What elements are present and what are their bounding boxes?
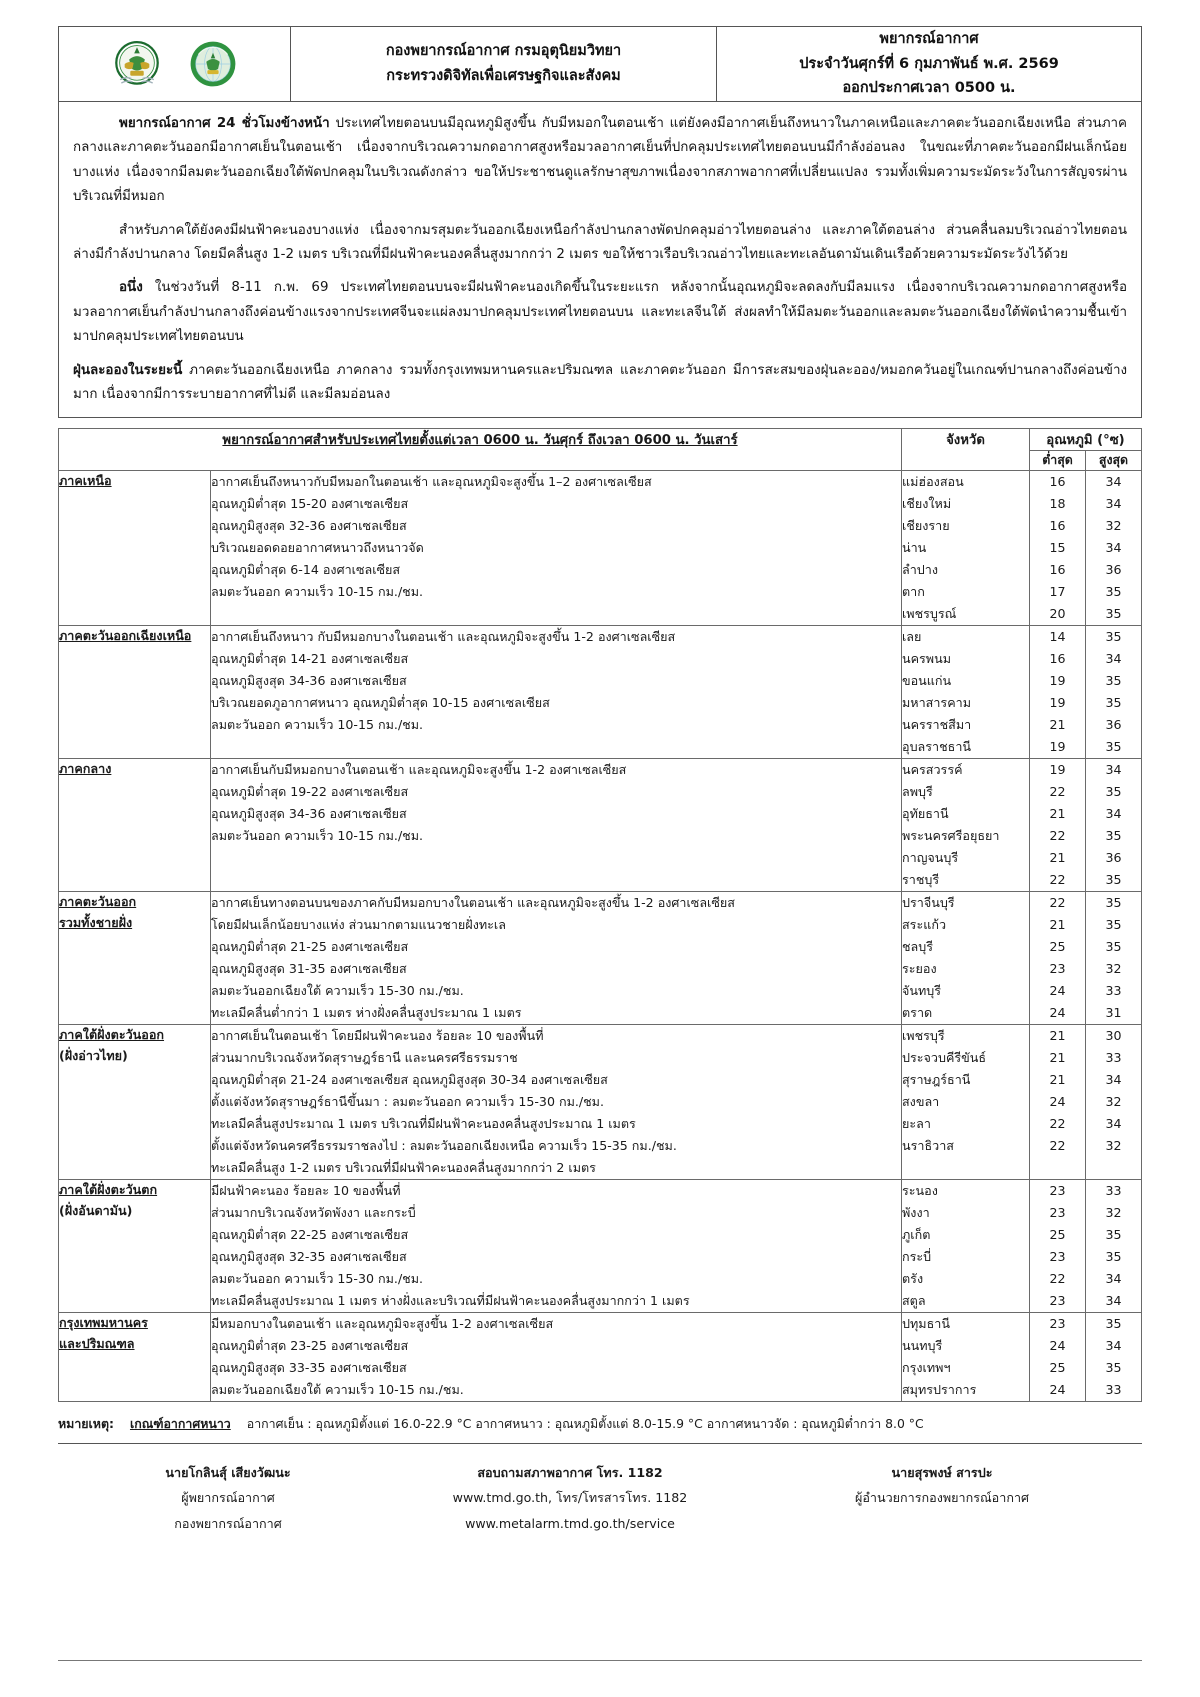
province-cell (902, 471, 1030, 626)
temperature-min-value: 19 (1049, 762, 1066, 778)
temperature-min-value: 22 (1049, 828, 1066, 844)
region-description-cell (211, 759, 902, 892)
temperature-max-value: 35 (1105, 1360, 1122, 1376)
temperature-max-value: 35 (1105, 1227, 1122, 1243)
paragraph-south-body: สำหรับภาคใต้ยังคงมีฝนฟ้าคะนองบางแห่ง เนื่องจากมรสุมตะวันออกเฉียงเหนือกำลังปานกลางพัดปกคลุมอ่าวไทยตอนล่าง และภาคใต้ตอนล่าง ส่วนคลื่นลมบริเวณอ่าวไทยตอนล่างมีกำลังปานกลาง โดยมีคลื่นสูง 1-2 เมตร บริเวณที่มีฝนฟ้าคะนองคลื่นสูงมากกว่า 2 เมตร ขอให้ชาวเรือบริเวณอ่าวไทยและทะเลอันดามันเดินเรือด้วยความระมัดระวังไว้ด้วย (73, 222, 1127, 262)
table-row (59, 1313, 1142, 1402)
temperature-min-value: 16 (1049, 651, 1066, 667)
header-issue-block (717, 27, 1141, 101)
header-department (291, 27, 717, 101)
temperature-max-value: 35 (1105, 739, 1122, 755)
temperature-max-value: 35 (1105, 673, 1122, 689)
temperature-min-cell (1030, 1025, 1086, 1180)
temperature-max-cell (1086, 1025, 1142, 1180)
description-line: อากาศเย็นทางตอนบนของภาคกับมีหมอกบางในตอนเช้า และอุณหภูมิจะสูงขึ้น 1-2 องศาเซลเซียส (211, 895, 735, 911)
province-name: ตราด (902, 1005, 933, 1021)
description-line: อุณหภูมิต่ำสุด 21-25 องศาเซลเซียส (211, 939, 409, 955)
temperature-max-value: 34 (1105, 762, 1122, 778)
temperature-min-value: 15 (1049, 540, 1066, 556)
temperature-max-value: 35 (1105, 629, 1122, 645)
province-name: สงขลา (902, 1094, 940, 1110)
province-name: ขอนแก่น (902, 673, 952, 689)
province-name: สตูล (902, 1293, 926, 1309)
temperature-min-value: 19 (1049, 695, 1066, 711)
province-cell (902, 626, 1030, 759)
temperature-min-value (1030, 1157, 1085, 1179)
region-description-cell (211, 471, 902, 626)
paragraph-dust-lead: ฝุ่นละอองในระยะนี้ (73, 362, 183, 378)
signature-line: ผู้พยากรณ์อากาศ (181, 1490, 275, 1506)
description-line: ลมตะวันออกเฉียงใต้ ความเร็ว 15-30 กม./ชม. (211, 983, 464, 999)
temperature-max-value: 35 (1105, 1316, 1122, 1332)
temperature-max-value: 33 (1105, 1382, 1122, 1398)
temperature-max-value: 34 (1105, 1271, 1122, 1287)
garuda-tmd-emblem-icon (109, 36, 165, 92)
province-name: น่าน (902, 540, 927, 556)
temperature-max-value: 34 (1105, 1338, 1122, 1354)
description-line: ลมตะวันออก ความเร็ว 10-15 กม./ชม. (211, 584, 424, 600)
temperature-max-value: 33 (1105, 1183, 1122, 1199)
province-name: นราธิวาส (902, 1138, 954, 1154)
temperature-max-value: 34 (1105, 474, 1122, 490)
temperature-max-value: 35 (1105, 828, 1122, 844)
temperature-min-value: 19 (1049, 739, 1066, 755)
province-name: แม่ฮ่องสอน (902, 474, 964, 490)
temperature-max-value: 35 (1105, 695, 1122, 711)
temperature-max-value: 34 (1105, 1072, 1122, 1088)
header-province: จังหวัด (902, 429, 1030, 471)
temperature-max-value: 34 (1105, 1293, 1122, 1309)
description-line: ตั้งแต่จังหวัดนครศรีธรรมราชลงไป : ลมตะวันออกเฉียงเหนือ ความเร็ว 15-35 กม./ชม. (211, 1138, 677, 1154)
description-line: ลมตะวันออก ความเร็ว 15-30 กม./ชม. (211, 1271, 424, 1287)
note-body: อากาศเย็น : อุณหภูมิตั้งแต่ 16.0-22.9 °C อากาศหนาว : อุณหภูมิตั้งแต่ 8.0-15.9 °C อากาศหนาวจัด : อุณหภูมิต่ำกว่า 8.0 °C (246, 1416, 924, 1432)
description-line (211, 847, 901, 869)
province-name: มหาสารคาม (902, 695, 971, 711)
description-line: อุณหภูมิสูงสุด 32-36 องศาเซลเซียส (211, 518, 407, 534)
province-name: เพชรบูรณ์ (902, 606, 957, 622)
temperature-min-value: 21 (1049, 806, 1066, 822)
province-name: นนทบุรี (902, 1338, 943, 1354)
table-row (59, 892, 1142, 1025)
signature-block (58, 1460, 1142, 1536)
province-cell (902, 1025, 1030, 1180)
province-name: กระบี่ (902, 1249, 932, 1265)
temperature-max-value: 36 (1105, 717, 1122, 733)
temperature-min-value: 25 (1049, 939, 1066, 955)
region-name-cell (59, 1313, 211, 1402)
province-name: กาญจนบุรี (902, 850, 959, 866)
temperature-max-value: 34 (1105, 1116, 1122, 1132)
temperature-max-value: 31 (1105, 1005, 1122, 1021)
temperature-max-value: 35 (1105, 584, 1122, 600)
temperature-min-value: 23 (1049, 1249, 1066, 1265)
temperature-min-value: 25 (1049, 1227, 1066, 1243)
province-name: ภูเก็ต (902, 1227, 931, 1243)
province-name (902, 1157, 1029, 1179)
description-line: อุณหภูมิต่ำสุด 19-22 องศาเซลเซียส (211, 784, 409, 800)
temperature-min-value: 16 (1049, 518, 1066, 534)
signature-line: กองพยากรณ์อากาศ (174, 1515, 282, 1531)
temperature-min-value: 17 (1049, 584, 1066, 600)
temperature-max-value: 32 (1105, 961, 1122, 977)
region-description-cell (211, 1180, 902, 1313)
signature-line: นายสุรพงษ์ สารปะ (891, 1465, 993, 1481)
footer-divider (58, 1660, 1142, 1661)
region-name-line: ภาคตะวันออก (59, 894, 137, 910)
region-name-line: และปริมณฑล (59, 1335, 135, 1351)
header-logos (59, 27, 291, 101)
temperature-max-value: 35 (1105, 606, 1122, 622)
province-name: ระยอง (902, 961, 937, 977)
province-name: เพชรบุรี (902, 1028, 945, 1044)
table-row (59, 471, 1142, 626)
table-header-row-1 (59, 429, 1142, 451)
temperature-min-cell (1030, 1313, 1086, 1402)
paragraph-outlook-lead: อนึ่ง (119, 280, 143, 296)
description-line: อุณหภูมิต่ำสุด 22-25 องศาเซลเซียส (211, 1227, 409, 1243)
table-row (59, 759, 1142, 892)
description-line: ส่วนมากบริเวณจังหวัดพังงา และกระบี่ (211, 1205, 416, 1221)
signature-line: นายโกลินสุ์ เสียงวัฒนะ (165, 1465, 291, 1481)
description-line (211, 603, 901, 625)
issue-title: พยากรณ์อากาศ (879, 31, 979, 48)
temperature-min-value: 21 (1049, 850, 1066, 866)
temperature-min-value: 24 (1049, 1005, 1066, 1021)
temperature-min-value: 25 (1049, 1360, 1066, 1376)
province-name: นครสวรรค์ (902, 762, 963, 778)
temperature-min-value: 24 (1049, 1382, 1066, 1398)
description-line: ทะเลมีคลื่นสูงประมาณ 1 เมตร ห่างฝั่งและบริเวณที่มีฝนฟ้าคะนองคลื่นสูงมากกว่า 1 เมตร (211, 1293, 690, 1309)
region-name-line: ภาคตะวันออกเฉียงเหนือ (59, 628, 192, 644)
description-line: อากาศเย็นกับมีหมอกบางในตอนเช้า และอุณหภูมิจะสูงขึ้น 1-2 องศาเซลเซียส (211, 762, 627, 778)
temperature-max-cell (1086, 626, 1142, 759)
signature-contact (398, 1460, 742, 1536)
province-name: ประจวบคีรีขันธ์ (902, 1050, 987, 1066)
province-name: ปทุมธานี (902, 1316, 950, 1332)
region-name-cell (59, 471, 211, 626)
signature-line: www.tmd.go.th, โทร/โทรสารโทร. 1182 (452, 1490, 688, 1506)
province-name: สระแก้ว (902, 917, 947, 933)
province-cell (902, 1180, 1030, 1313)
temperature-min-value: 21 (1049, 1050, 1066, 1066)
header-temperature: อุณหภูมิ (°ซ) (1030, 429, 1142, 451)
temperature-max-value: 35 (1105, 917, 1122, 933)
region-name-line: (ฝั่งอ่าวไทย) (59, 1047, 128, 1063)
temperature-min-value: 22 (1049, 895, 1066, 911)
province-name: พังงา (902, 1205, 930, 1221)
temperature-max-value: 35 (1105, 939, 1122, 955)
temperature-min-value: 19 (1049, 673, 1066, 689)
province-name: พระนครศรีอยุธยา (902, 828, 1000, 844)
temperature-max-value: 36 (1105, 850, 1122, 866)
province-cell (902, 1313, 1030, 1402)
temperature-max-value: 30 (1105, 1028, 1122, 1044)
province-name: ระนอง (902, 1183, 938, 1199)
region-name-line: ภาคเหนือ (59, 473, 112, 489)
paragraph-south (73, 219, 1127, 268)
description-line: อากาศเย็นถึงหนาวกับมีหมอกในตอนเช้า และอุณหภูมิจะสูงขึ้น 1–2 องศาเซลเซียส (211, 474, 652, 490)
header-temp-min: ต่ำสุด (1030, 451, 1086, 471)
region-name-line: กรุงเทพมหานคร (59, 1315, 148, 1331)
description-line: อากาศเย็นถึงหนาว กับมีหมอกบางในตอนเช้า และอุณหภูมิจะสูงขึ้น 1-2 องศาเซลเซียส (211, 629, 676, 645)
temperature-min-value: 22 (1049, 1138, 1066, 1154)
region-name-cell (59, 892, 211, 1025)
description-line: ตั้งแต่จังหวัดสุราษฎร์ธานีขึ้นมา : ลมตะวันออก ความเร็ว 15-30 กม./ชม. (211, 1094, 604, 1110)
description-line: ลมตะวันออกเฉียงใต้ ความเร็ว 10-15 กม./ชม. (211, 1382, 464, 1398)
paragraph-dust-body: ภาคตะวันออกเฉียงเหนือ ภาคกลาง รวมทั้งกรุงเทพมหานครและปริมณฑล และภาคตะวันออก มีการสะสมของฝุ่นละออง/หมอกควันอยู่ในเกณฑ์ปานกลางถึงค่อนข้างมาก เนื่องจากมีการระบายอากาศที่ไม่ดี และมีลมอ่อนลง (73, 362, 1127, 402)
temperature-min-cell (1030, 471, 1086, 626)
region-name-line: (ฝั่งอันดามัน) (59, 1202, 133, 1218)
temperature-min-value: 23 (1049, 1293, 1066, 1309)
description-line: ทะเลมีคลื่นต่ำกว่า 1 เมตร ห่างฝั่งคลื่นสูงประมาณ 1 เมตร (211, 1005, 522, 1021)
issue-time: ออกประกาศเวลา 0500 น. (842, 80, 1016, 97)
description-line (211, 869, 901, 891)
narrative-section (58, 102, 1142, 418)
note-row (58, 1414, 1142, 1444)
table-row (59, 626, 1142, 759)
description-line: อุณหภูมิต่ำสุด 6-14 องศาเซลเซียส (211, 562, 401, 578)
province-name: ลพบุรี (902, 784, 933, 800)
description-line: ลมตะวันออก ความเร็ว 10-15 กม./ชม. (211, 717, 424, 733)
temperature-max-value: 35 (1105, 872, 1122, 888)
region-description-cell (211, 1313, 902, 1402)
temperature-max-value: 34 (1105, 540, 1122, 556)
header-forecast-period: พยากรณ์อากาศสำหรับประเทศไทยตั้งแต่เวลา 0600 น. วันศุกร์ ถึงเวลา 0600 น. วันเสาร์ (59, 429, 902, 471)
temperature-max-value (1086, 1157, 1141, 1179)
temperature-min-value: 22 (1049, 872, 1066, 888)
document-header (58, 26, 1142, 102)
description-line: มีหมอกบางในตอนเช้า และอุณหภูมิจะสูงขึ้น 1-2 องศาเซลเซียส (211, 1316, 554, 1332)
description-line: บริเวณยอดดอยอากาศหนาวถึงหนาวจัด (211, 540, 424, 556)
region-name-cell (59, 1180, 211, 1313)
signature-line: สอบถามสภาพอากาศ โทร. 1182 (477, 1465, 663, 1481)
description-line: ลมตะวันออก ความเร็ว 10-15 กม./ชม. (211, 828, 424, 844)
temperature-min-value: 16 (1049, 474, 1066, 490)
temperature-min-value: 22 (1049, 1271, 1066, 1287)
province-name: ลำปาง (902, 562, 939, 578)
description-line: อุณหภูมิต่ำสุด 15-20 องศาเซลเซียส (211, 496, 409, 512)
temperature-max-value: 34 (1105, 496, 1122, 512)
temperature-max-value: 35 (1105, 784, 1122, 800)
paragraph-24h-body: ประเทศไทยตอนบนมีอุณหภูมิสูงขึ้น กับมีหมอกในตอนเช้า แต่ยังคงมีอากาศเย็นถึงหนาวในภาคเหนือและภาคตะวันออกเฉียงเหนือ ส่วนภาคกลางและภาคตะวันออกมีอากาศเย็นในตอนเช้า เนื่องจากบริเวณความกดอากาศสูงหรือมวลอากาศเย็นที่ปกคลุมประเทศไทยตอนบนมีกำลังอ่อนลง ในขณะที่ภาคตะวันออกมีฝนเล็กน้อยบางแห่ง เนื่องจากมีลมตะวันออกเฉียงใต้พัดปกคลุมในบริเวณดังกล่าว ขอให้ประชาชนดูแลรักษาสุขภาพเนื่องจากสภาพอากาศที่เปลี่ยนแปลง รวมทั้งเพิ่มความระมัดระวังในการสัญจรผ่านบริเวณที่มีหมอก (73, 116, 1127, 205)
temperature-min-value: 22 (1049, 784, 1066, 800)
province-cell (902, 892, 1030, 1025)
ministry-digital-economy-emblem-icon (185, 36, 241, 92)
description-line: ทะเลมีคลื่นสูงประมาณ 1 เมตร บริเวณที่มีฝนฟ้าคะนองคลื่นสูงประมาณ 1 เมตร (211, 1116, 636, 1132)
description-line: มีฝนฟ้าคะนอง ร้อยละ 10 ของพื้นที่ (211, 1183, 401, 1199)
note-label: หมายเหตุ: (58, 1416, 114, 1432)
description-line: อุณหภูมิต่ำสุด 14-21 องศาเซลเซียส (211, 651, 409, 667)
paragraph-outlook (73, 276, 1127, 349)
temperature-min-value: 23 (1049, 1316, 1066, 1332)
temperature-max-value: 32 (1105, 518, 1122, 534)
region-name-line: ภาคกลาง (59, 761, 112, 777)
province-name: ยะลา (902, 1116, 931, 1132)
description-line: อุณหภูมิสูงสุด 34-36 องศาเซลเซียส (211, 673, 407, 689)
temperature-min-value: 21 (1049, 917, 1066, 933)
province-name: สุราษฎร์ธานี (902, 1072, 971, 1088)
province-name: เชียงราย (902, 518, 950, 534)
temperature-max-cell (1086, 471, 1142, 626)
forecast-table (58, 428, 1142, 1402)
province-name: ชลบุรี (902, 939, 934, 955)
province-name: นครพนม (902, 651, 952, 667)
table-row (59, 1025, 1142, 1180)
temperature-max-cell (1086, 759, 1142, 892)
temperature-min-value: 24 (1049, 1338, 1066, 1354)
temperature-max-value: 34 (1105, 651, 1122, 667)
description-line: อุณหภูมิสูงสุด 33-35 องศาเซลเซียส (211, 1360, 407, 1376)
region-name-line: ภาคใต้ฝั่งตะวันตก (59, 1182, 158, 1198)
forecast-table-head (59, 429, 1142, 471)
temperature-max-value: 32 (1105, 1094, 1122, 1110)
description-line: อุณหภูมิต่ำสุด 21-24 องศาเซลเซียส อุณหภูมิสูงสุด 30-34 องศาเซลเซียส (211, 1072, 608, 1088)
temperature-min-cell (1030, 892, 1086, 1025)
province-cell (902, 759, 1030, 892)
paragraph-24h-forecast (73, 112, 1127, 210)
forecast-table-body (59, 471, 1142, 1402)
temperature-min-value: 16 (1049, 562, 1066, 578)
temperature-min-value: 23 (1049, 1183, 1066, 1199)
temperature-min-value: 20 (1049, 606, 1066, 622)
description-line: อุณหภูมิสูงสุด 34-36 องศาเซลเซียส (211, 806, 407, 822)
temperature-max-cell (1086, 1313, 1142, 1402)
signature-line: www.metalarm.tmd.go.th/service (465, 1515, 675, 1531)
province-name: จันทบุรี (902, 983, 942, 999)
province-name: นครราชสีมา (902, 717, 972, 733)
signature-forecaster (58, 1460, 398, 1536)
temperature-min-value: 18 (1049, 496, 1066, 512)
paragraph-dust (73, 359, 1127, 408)
temperature-min-cell (1030, 759, 1086, 892)
temperature-min-value: 23 (1049, 961, 1066, 977)
province-name: กรุงเทพฯ (902, 1360, 951, 1376)
temperature-max-value: 32 (1105, 1205, 1122, 1221)
region-name-cell (59, 1025, 211, 1180)
temperature-max-value: 35 (1105, 1249, 1122, 1265)
temperature-min-value: 21 (1049, 1072, 1066, 1088)
description-line: อากาศเย็นในตอนเช้า โดยมีฝนฟ้าคะนอง ร้อยละ 10 ของพื้นที่ (211, 1028, 544, 1044)
paragraph-24h-lead: พยากรณ์อากาศ 24 ชั่วโมงข้างหน้า (119, 116, 330, 131)
temperature-min-cell (1030, 626, 1086, 759)
temperature-min-value: 21 (1049, 1028, 1066, 1044)
temperature-min-value: 24 (1049, 983, 1066, 999)
region-name-cell (59, 759, 211, 892)
region-description-cell (211, 892, 902, 1025)
region-name-line: รวมทั้งชายฝั่ง (59, 914, 133, 930)
description-line: ทะเลมีคลื่นสูง 1-2 เมตร บริเวณที่มีฝนฟ้าคะนองคลื่นสูงมากกว่า 2 เมตร (211, 1160, 596, 1176)
temperature-min-cell (1030, 1180, 1086, 1313)
temperature-min-value: 22 (1049, 1116, 1066, 1132)
province-name: อุบลราชธานี (902, 739, 972, 755)
department-line-1: กองพยากรณ์อากาศ กรมอุตุนิยมวิทยา (385, 42, 622, 59)
temperature-max-value: 36 (1105, 562, 1122, 578)
description-line: โดยมีฝนเล็กน้อยบางแห่ง ส่วนมากตามแนวชายฝั่งทะเล (211, 917, 506, 933)
temperature-max-value: 35 (1105, 895, 1122, 911)
issue-date: ประจำวันศุกร์ที่ 6 กุมภาพันธ์ พ.ศ. 2569 (799, 55, 1059, 72)
temperature-max-value: 34 (1105, 806, 1122, 822)
description-line: อุณหภูมิสูงสุด 31-35 องศาเซลเซียส (211, 961, 407, 977)
province-name: ตาก (902, 584, 925, 600)
signature-line: ผู้อำนวยการกองพยากรณ์อากาศ (854, 1490, 1030, 1506)
description-line: อุณหภูมิสูงสุด 32-35 องศาเซลเซียส (211, 1249, 407, 1265)
province-name: ตรัง (902, 1271, 924, 1287)
province-name: สมุทรปราการ (902, 1382, 977, 1398)
province-name: เลย (902, 629, 922, 645)
province-name: เชียงใหม่ (902, 496, 952, 512)
header-temp-max: สูงสุด (1086, 451, 1142, 471)
region-name-cell (59, 626, 211, 759)
temperature-min-value: 23 (1049, 1205, 1066, 1221)
temperature-max-value: 33 (1105, 1050, 1122, 1066)
description-line: อุณหภูมิต่ำสุด 23-25 องศาเซลเซียส (211, 1338, 409, 1354)
paragraph-outlook-body: ในช่วงวันที่ 8-11 ก.พ. 69 ประเทศไทยตอนบนจะมีฝนฟ้าคะนองเกิดขึ้นในระยะแรก หลังจากนั้นอุณหภูมิจะลดลงกับมีลมแรง เนื่องจากบริเวณความกดอากาศสูงหรือมวลอากาศเย็นกำลังปานกลางถึงค่อนข้างแรงจากประเทศจีนจะแผ่ลงมาปกคลุมประเทศไทยตอนบน และทะเลจีนใต้ ส่งผลทำให้มีลมตะวันออกและลมตะวันออกเฉียงใต้พัดนำความชื้นเข้ามาปกคลุมประเทศไทยตอนบน (73, 280, 1127, 345)
temperature-min-value: 21 (1049, 717, 1066, 733)
temperature-max-value: 32 (1105, 1138, 1122, 1154)
province-name: ปราจีนบุรี (902, 895, 955, 911)
region-description-cell (211, 1025, 902, 1180)
signature-director (742, 1460, 1142, 1536)
description-line: บริเวณยอดภูอากาศหนาว อุณหภูมิต่ำสุด 10-15 องศาเซลเซียส (211, 695, 550, 711)
department-line-2: กระทรวงดิจิทัลเพื่อเศรษฐกิจและสังคม (386, 68, 621, 84)
province-name: ราชบุรี (902, 872, 940, 888)
temperature-min-value: 24 (1049, 1094, 1066, 1110)
table-row (59, 1180, 1142, 1313)
region-description-cell (211, 626, 902, 759)
region-name-line: ภาคใต้ฝั่งตะวันออก (59, 1027, 165, 1043)
description-line (211, 736, 901, 758)
temperature-max-value: 33 (1105, 983, 1122, 999)
province-name: อุทัยธานี (902, 806, 949, 822)
temperature-max-cell (1086, 1180, 1142, 1313)
description-line: ส่วนมากบริเวณจังหวัดสุราษฎร์ธานี และนครศรีธรรมราช (211, 1050, 518, 1066)
temperature-max-cell (1086, 892, 1142, 1025)
note-criterion: เกณฑ์อากาศหนาว (129, 1416, 231, 1432)
temperature-min-value: 14 (1049, 629, 1066, 645)
